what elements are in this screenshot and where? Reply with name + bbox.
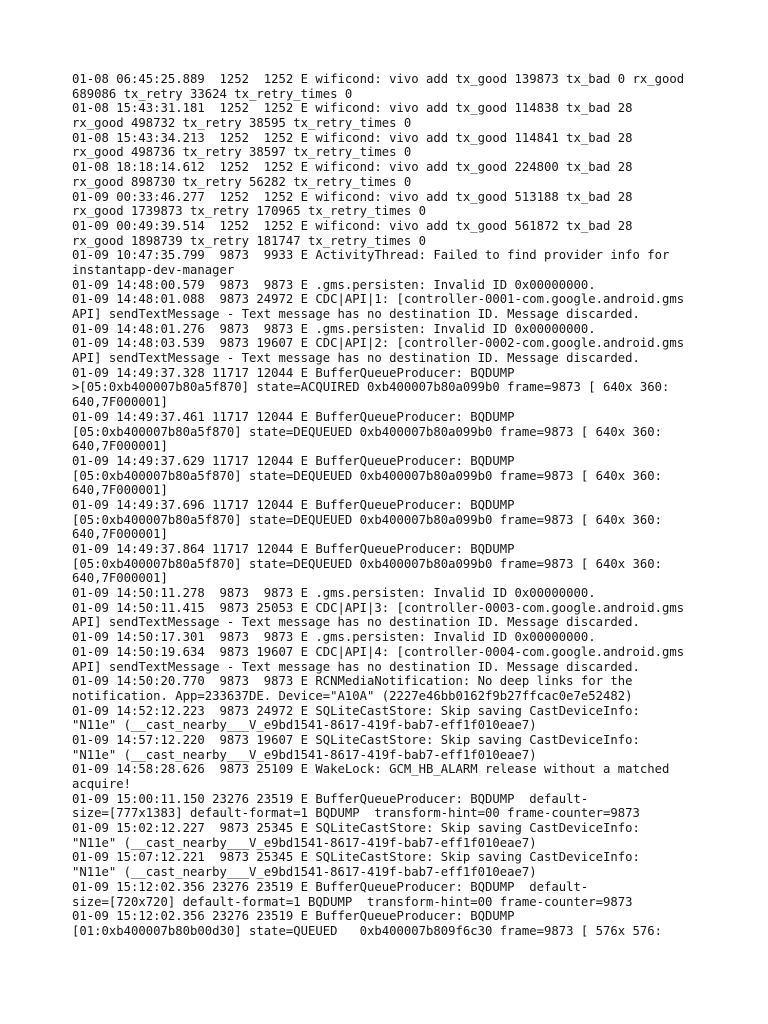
log-line: 01-09 15:02:12.227 9873 25345 E SQLiteCastStore: Skip saving CastDeviceInfo: xyxy=(72,821,640,836)
log-line: 01-09 14:49:37.461 11717 12044 E BufferQueueProducer: BQDUMP xyxy=(72,409,515,424)
log-line: 01-09 14:49:37.696 11717 12044 E BufferQueueProducer: BQDUMP xyxy=(72,497,515,512)
log-line: 01-09 15:12:02.356 23276 23519 E BufferQueueProducer: BQDUMP default- xyxy=(72,879,589,894)
log-line: API] sendTextMessage - Text message has no destination ID. Message discarded. xyxy=(72,615,640,630)
log-line: rx_good 898730 tx_retry 56282 tx_retry_times 0 xyxy=(72,174,412,189)
log-line: rx_good 498732 tx_retry 38595 tx_retry_times 0 xyxy=(72,116,412,131)
log-line: 01-09 14:50:11.278 9873 9873 E .gms.persisten: Invalid ID 0x00000000. xyxy=(72,586,596,601)
log-line: 01-09 14:48:01.276 9873 9873 E .gms.persisten: Invalid ID 0x00000000. xyxy=(72,321,596,336)
log-line: [05:0xb400007b80a5f870] state=DEQUEUED 0xb400007b80a099b0 frame=9873 [ 640x 360: xyxy=(72,468,663,483)
log-line: [05:0xb400007b80a5f870] state=DEQUEUED 0xb400007b80a099b0 frame=9873 [ 640x 360: xyxy=(72,556,663,571)
log-text-document xyxy=(72,72,712,939)
log-line: 01-09 15:12:02.356 23276 23519 E BufferQueueProducer: BQDUMP xyxy=(72,909,515,924)
log-line: 01-09 00:49:39.514 1252 1252 E wificond: vivo add tx_good 561872 tx_bad 28 xyxy=(72,218,633,233)
log-line: 640,7F000001] xyxy=(72,527,168,542)
log-line: 01-09 14:49:37.629 11717 12044 E BufferQueueProducer: BQDUMP xyxy=(72,453,515,468)
log-line: "N11e" (__cast_nearby___V_e9bd1541-8617-419f-bab7-eff1f010eae7) xyxy=(72,747,537,762)
log-line: 01-09 14:48:01.088 9873 24972 E CDC|API|1: [controller-0001-com.google.android.gms xyxy=(72,292,685,307)
log-line: [01:0xb400007b80b00d30] state=QUEUED 0xb400007b809f6c30 frame=9873 [ 576x 576: xyxy=(72,923,663,938)
log-line: 01-09 14:49:37.864 11717 12044 E BufferQueueProducer: BQDUMP xyxy=(72,542,515,556)
log-line: 01-09 14:49:37.328 11717 12044 E BufferQueueProducer: BQDUMP xyxy=(72,365,515,380)
log-line: rx_good 498736 tx_retry 38597 tx_retry_times 0 xyxy=(72,145,412,160)
log-line: 640,7F000001] xyxy=(72,483,168,498)
log-line: 01-09 14:50:20.770 9873 9873 E RCNMediaNotification: No deep links for the xyxy=(72,674,633,689)
log-line: rx_good 1898739 tx_retry 181747 tx_retry_times 0 xyxy=(72,233,427,248)
log-line: 01-09 15:07:12.221 9873 25345 E SQLiteCastStore: Skip saving CastDeviceInfo: xyxy=(72,850,640,865)
log-line: notification. App=233637DE. Device="A10A" (2227e46bb0162f9b27ffcac0e7e52482) xyxy=(72,688,633,703)
log-line: "N11e" (__cast_nearby___V_e9bd1541-8617-419f-bab7-eff1f010eae7) xyxy=(72,865,537,880)
log-line: 01-09 14:58:28.626 9873 25109 E WakeLock: GCM_HB_ALARM release without a matched xyxy=(72,762,670,777)
log-line: 640,7F000001] xyxy=(72,571,168,586)
log-line: 01-09 15:00:11.150 23276 23519 E BufferQueueProducer: BQDUMP default- xyxy=(72,791,589,806)
log-line: 01-09 10:47:35.799 9873 9933 E ActivityThread: Failed to find provider info for xyxy=(72,248,670,263)
log-line: 01-08 06:45:25.889 1252 1252 E wificond: vivo add tx_good 139873 tx_bad 0 rx_good xyxy=(72,72,685,86)
log-line: 640,7F000001] xyxy=(72,439,168,454)
log-line: 01-09 14:48:00.579 9873 9873 E .gms.persisten: Invalid ID 0x00000000. xyxy=(72,277,596,292)
log-line: API] sendTextMessage - Text message has no destination ID. Message discarded. xyxy=(72,659,640,674)
log-line: [05:0xb400007b80a5f870] state=DEQUEUED 0xb400007b80a099b0 frame=9873 [ 640x 360: xyxy=(72,424,663,439)
log-line: "N11e" (__cast_nearby___V_e9bd1541-8617-419f-bab7-eff1f010eae7) xyxy=(72,718,537,733)
log-line: size=[720x720] default-format=1 BQDUMP transform-hint=00 frame-counter=9873 xyxy=(72,894,633,909)
log-line: 01-09 14:52:12.223 9873 24972 E SQLiteCastStore: Skip saving CastDeviceInfo: xyxy=(72,703,640,718)
log-line: >[05:0xb400007b80a5f870] state=ACQUIRED 0xb400007b80a099b0 frame=9873 [ 640x 360: xyxy=(72,380,670,395)
log-line: 01-09 14:48:03.539 9873 19607 E CDC|API|2: [controller-0002-com.google.android.gms xyxy=(72,336,685,351)
log-line: acquire! xyxy=(72,777,132,791)
log-line: API] sendTextMessage - Text message has no destination ID. Message discarded. xyxy=(72,351,640,366)
log-line: [05:0xb400007b80a5f870] state=DEQUEUED 0xb400007b80a099b0 frame=9873 [ 640x 360: xyxy=(72,512,663,527)
log-line: size=[777x1383] default-format=1 BQDUMP transform-hint=00 frame-counter=9873 xyxy=(72,806,640,821)
log-line: 01-08 15:43:31.181 1252 1252 E wificond: vivo add tx_good 114838 tx_bad 28 xyxy=(72,101,633,116)
log-line: 01-09 14:50:17.301 9873 9873 E .gms.persisten: Invalid ID 0x00000000. xyxy=(72,630,596,645)
log-line: 01-09 00:33:46.277 1252 1252 E wificond: vivo add tx_good 513188 tx_bad 28 xyxy=(72,189,633,204)
log-line: 01-09 14:50:11.415 9873 25053 E CDC|API|3: [controller-0003-com.google.android.gms xyxy=(72,600,685,615)
log-line: 01-08 15:43:34.213 1252 1252 E wificond: vivo add tx_good 114841 tx_bad 28 xyxy=(72,130,633,145)
log-line: 640,7F000001] xyxy=(72,395,168,410)
log-line: 01-09 14:50:19.634 9873 19607 E CDC|API|4: [controller-0004-com.google.android.gms xyxy=(72,644,685,659)
log-line: instantapp-dev-manager xyxy=(72,262,235,277)
log-line: 01-08 18:18:14.612 1252 1252 E wificond: vivo add tx_good 224800 tx_bad 28 xyxy=(72,160,633,175)
log-line: 689086 tx_retry 33624 tx_retry_times 0 xyxy=(72,86,353,101)
log-line: 01-09 14:57:12.220 9873 19607 E SQLiteCastStore: Skip saving CastDeviceInfo: xyxy=(72,732,640,747)
log-line: API] sendTextMessage - Text message has no destination ID. Message discarded. xyxy=(72,307,640,321)
log-line: "N11e" (__cast_nearby___V_e9bd1541-8617-419f-bab7-eff1f010eae7) xyxy=(72,835,537,850)
log-line: rx_good 1739873 tx_retry 170965 tx_retry_times 0 xyxy=(72,204,427,219)
